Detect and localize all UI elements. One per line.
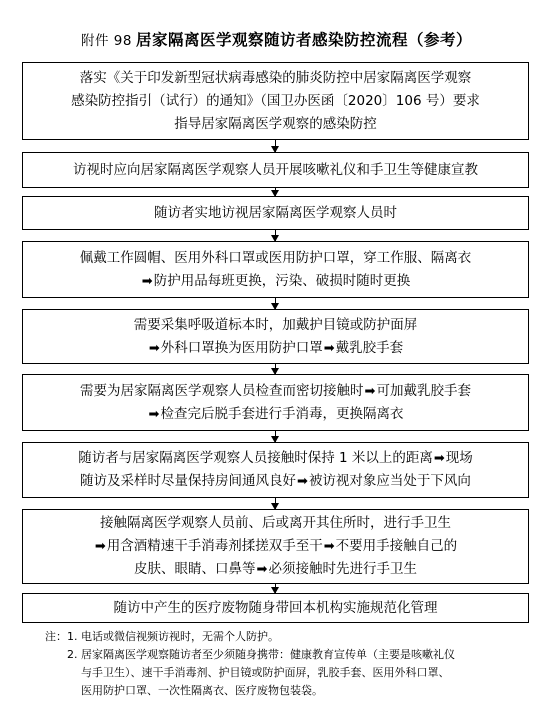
title-text: 居家隔离医学观察随访者感染防控流程（参考） <box>135 31 472 49</box>
step-8-line-3a: 皮肤、眼睛、口鼻等 <box>134 561 256 577</box>
notes-label: 注： <box>45 630 67 643</box>
flow-step-8 <box>22 509 529 584</box>
step-1-line-1: 落实《关于印发新型冠状病毒感染的肺炎防控中居家隔离医学观察 <box>79 69 472 86</box>
arrow-right-icon: ➡ <box>148 406 160 422</box>
arrow-right-icon: ➡ <box>297 474 308 489</box>
flow-arrow-8 <box>275 584 276 593</box>
step-1-line-3: 指导居家隔离医学观察的感染防控 <box>174 115 377 132</box>
flow-step-2 <box>22 152 529 188</box>
flow-step-6 <box>22 374 529 431</box>
page-title <box>0 28 553 50</box>
flow-step-7 <box>22 442 529 498</box>
flow-arrow-2 <box>275 188 276 196</box>
footnotes <box>45 628 535 700</box>
step-3-line-1: 随访者实地访视居家隔离医学观察人员时 <box>154 204 397 221</box>
step-7-line-2b: 被访视对象应当处于下风向 <box>308 473 471 489</box>
attachment-number: 附件 98 <box>81 33 132 49</box>
step-7-line-1b: 现场 <box>445 450 473 466</box>
step-9-line-1: 随访中产生的医疗废物随身带回本机构实施规范化管理 <box>113 599 438 616</box>
flow-arrow-5 <box>275 364 276 374</box>
step-8-line-3b: 必须接触时先进行手卫生 <box>268 561 417 577</box>
note-2-line-3: 医用防护口罩、一次性隔离衣、医疗废物包装袋。 <box>81 684 323 697</box>
arrow-right-icon: ➡ <box>94 539 106 554</box>
flow-arrow-4 <box>275 298 276 309</box>
flow-arrow-1 <box>275 140 276 152</box>
flow-step-4 <box>22 241 529 298</box>
step-6-line-1a: 需要为居家隔离医学观察人员检查而密切接触时 <box>80 382 364 399</box>
step-1-line-2: 感染防控指引（试行）的通知》（国卫办医函〔2020〕106 号）要求 <box>71 92 480 109</box>
note-2-line-1: 2. 居家隔离医学观察随访者至少须随身携带：健康教育宣传单（主要是咳嗽礼仪 <box>67 648 455 661</box>
step-4-line-1: 佩戴工作圆帽、医用外科口罩或医用防护口罩，穿工作服、隔离衣 <box>79 249 472 266</box>
step-7-line-2a: 随访及采样时尽量保持房间通风良好 <box>80 473 297 489</box>
flow-step-5 <box>22 309 529 364</box>
flow-step-9 <box>22 593 529 623</box>
note-1: 1. 电话或微信视频访视时，无需个人防护。 <box>67 630 279 643</box>
step-2-line-1: 访视时应向居家隔离医学观察人员开展咳嗽礼仪和手卫生等健康宣教 <box>73 161 478 178</box>
step-4-line-2: 防护用品每班更换，污染、破损时随时更换 <box>153 272 411 289</box>
step-8-line-1: 接触隔离医学观察人员前、后或离开其住所时，进行手卫生 <box>100 515 451 531</box>
step-7-line-1a: 随访者与居家隔离医学观察人员接触时保持 1 米以上的距离 <box>78 450 433 466</box>
note-2-line-2: 与手卫生）、速干手消毒剂、护目镜或防护面屏，乳胶手套、医用外科口罩、 <box>81 666 450 679</box>
arrow-right-icon: ➡ <box>433 451 445 466</box>
flow-step-1 <box>22 62 529 140</box>
arrow-right-icon: ➡ <box>323 340 335 356</box>
step-5-line-2b: 戴乳胶手套 <box>335 339 404 356</box>
flow-arrow-7 <box>275 498 276 509</box>
flow-arrow-6 <box>275 431 276 442</box>
step-8-line-2b: 不要用手接触自己的 <box>335 538 458 554</box>
step-8-line-2a: 用含酒精速干手消毒剂揉搓双手至干 <box>106 538 323 554</box>
step-5-line-1: 需要采集呼吸道标本时，加戴护目镜或防护面屏 <box>133 316 418 333</box>
flow-arrow-3 <box>275 230 276 241</box>
step-5-line-2a: 外科口罩换为医用防护口罩 <box>160 339 323 356</box>
step-6-line-2: 检查完后脱手套进行手消毒，更换隔离衣 <box>160 405 404 422</box>
arrow-right-icon: ➡ <box>141 273 153 289</box>
arrow-right-icon: ➡ <box>148 340 160 356</box>
flow-step-3 <box>22 196 529 230</box>
arrow-right-icon: ➡ <box>256 562 268 577</box>
arrow-right-icon: ➡ <box>364 383 376 399</box>
step-6-line-1b: 可加戴乳胶手套 <box>376 382 471 399</box>
arrow-right-icon: ➡ <box>323 539 335 554</box>
